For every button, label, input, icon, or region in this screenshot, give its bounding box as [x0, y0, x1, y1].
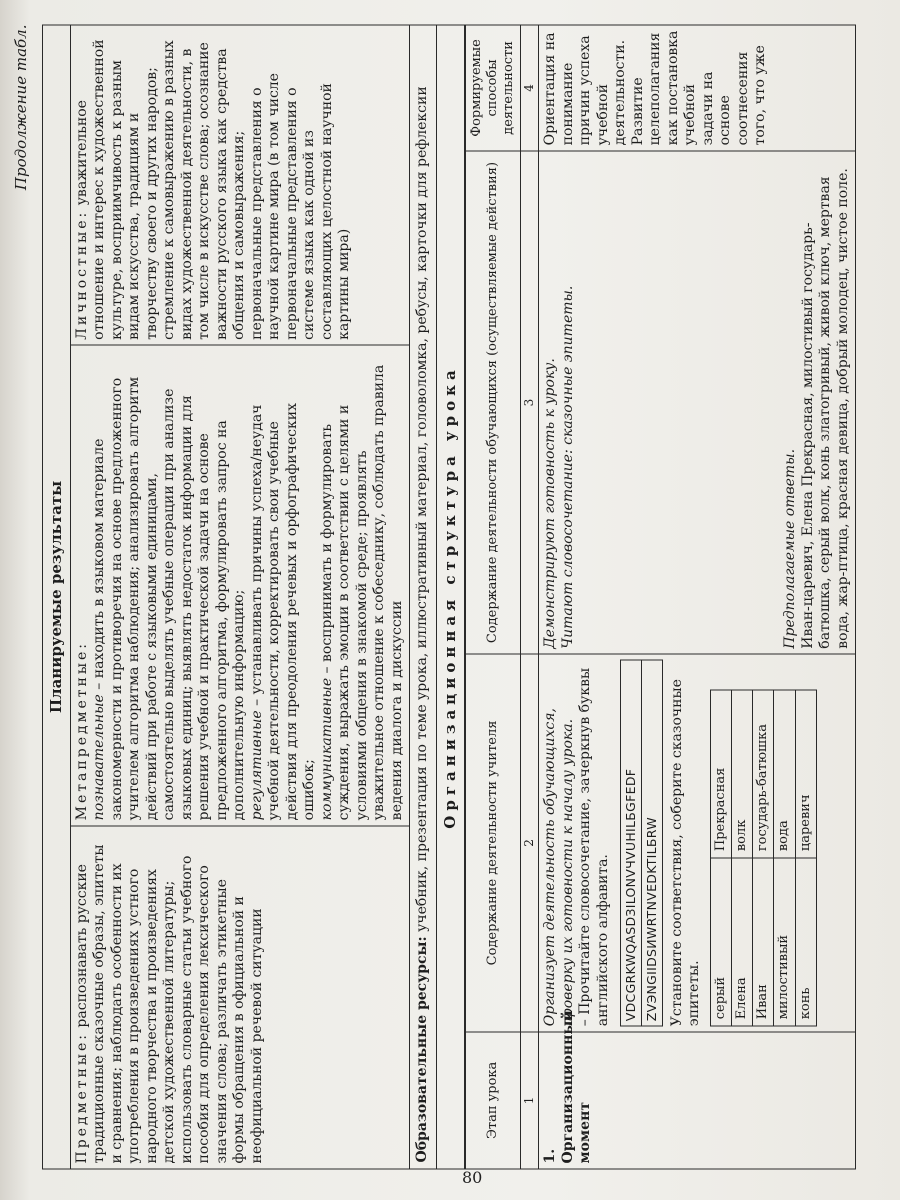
planned-results-table	[42, 25, 410, 1170]
formed-methods-cell: Ориентация на понимание причин успеха учебной деятельности. Развитие целеполагания как постановка учебной задачи на основе соотнесения того, что уже	[539, 25, 856, 151]
personal-results-label: Личностные:	[73, 209, 90, 340]
regulatory-text: – устанавливать причины успеха/неудач учебной деятельности, корректировать свои учебные действия для преодоления речевых и орфографических ошибок;	[248, 403, 318, 821]
planned-results-title: Планируемые результаты	[43, 25, 71, 1169]
expected-answers-text: Иван-царевич, Елена Прекрасная, милостивый государь-батюшка, серый волк, конь златогривый, живой ключ, мертвая вода, жар-птица, красная девица, добрый молодец, чистое поле.	[799, 168, 851, 649]
match-right: Прекрасная	[710, 690, 731, 858]
teacher-intro: Организует деятельность обучающихся, проверку их готовности к началу урока.	[542, 708, 576, 1027]
match-left: Елена	[731, 858, 752, 1026]
cognitive-label: познавательные	[91, 694, 108, 821]
column-number-row	[521, 25, 539, 1169]
stage-cell: 1. Организационный момент	[539, 1032, 856, 1169]
letter-puzzle-box	[620, 660, 662, 1027]
students-line-1: Демонстрируют готовность к уроку.	[542, 358, 559, 649]
match-left: серый	[710, 858, 731, 1026]
table-row	[539, 25, 856, 1169]
table-row	[710, 690, 731, 1026]
teacher-activity-cell	[539, 654, 856, 1032]
page-number: 80	[462, 1168, 483, 1187]
teacher-task-1: – Прочитайте словосочетание, зачеркнув буквы английского алфавита.	[577, 667, 611, 1027]
match-right: волк	[731, 690, 752, 858]
regulatory-label: регулятивные	[248, 710, 265, 821]
meta-results-label: Метапредметные:	[73, 641, 90, 821]
table-row	[795, 690, 816, 1026]
letter-puzzle-line: ZVЭNGIIDSИWRTNVEDKTILБRW	[641, 661, 662, 1026]
lesson-structure-title: Организационная структура урока	[437, 25, 465, 1170]
table-row	[774, 690, 795, 1026]
expected-answers-label: Предполагаемые ответы.	[782, 448, 799, 649]
continuation-note: Продолжение табл.	[12, 24, 30, 191]
match-left: милостивый	[774, 858, 795, 1026]
resources-text: учебник, презентация по теме урока, иллюстративный материал, головоломка, ребусы, карточки для рефлексии	[414, 86, 431, 937]
subject-results-label: Предметные:	[73, 1032, 90, 1164]
communicative-text: – воспринимать и формулировать суждения, выражать эмоции в соответствии с целями и условиями общения в знакомой среде; проявлять уважительное отношение к собеседнику, соблюдать правила ведения диалога и дискуссии	[318, 364, 405, 821]
match-left: конь	[795, 858, 816, 1026]
column-number: 1	[521, 1032, 539, 1169]
subject-results-text: распознавать русские традиционные сказочные образы, эпитеты и сравнения; наблюдать особенности их употребления в произведениях устного народного творчества и произведениях детской художественной литературы; использовать словарные статьи учебного пособия для определения лексического значения слова; различать этикетные формы обращения в официальной и неофициальной речевой ситуации	[73, 844, 265, 1164]
match-right: вода	[774, 690, 795, 858]
students-line-2: Читают словосочетание: сказочные эпитеты.	[559, 285, 576, 649]
cognitive-text: – находить в языковом материале закономерности и противоречия на основе предложенного учителем алгоритма наблюдения; анализировать алгоритм действий при работе с языковыми единицами, самостоятельно выделять учебные операции при анализе языковых единиц; выявлять недостаток информации для решения учебной и практической задачи на основе предложенного алгоритма, формулировать запрос на дополнительную информацию;	[91, 376, 248, 821]
table-row	[731, 690, 752, 1026]
header-formed: Формируемые способы деятельности	[465, 25, 521, 151]
educational-resources	[410, 25, 437, 1170]
rotated-lesson-sheet	[12, 24, 872, 1170]
header-students: Содержание деятельности обучающихся (осуществляемые действия)	[465, 151, 521, 654]
resources-label: Образовательные ресурсы:	[414, 936, 431, 1163]
subject-results-cell	[70, 826, 410, 1169]
lesson-structure-table	[465, 25, 857, 1170]
match-left: Иван	[753, 858, 774, 1026]
personal-results-text: уважительное отношение и интерес к художественной культуре, восприимчивость к разным видам искусства, традициям и творчеству своего и других народов; стремление к самовыражению в разных видах художественной деятельности, в том числе в искусстве слова; осознание важности русского языка как средства общения и самовыражения; первоначальные представления о научной картине мира (в том числе первоначальные представления о системе языка как одной из составляющих целостной научной картины мира)	[73, 39, 353, 340]
match-right: царевич	[795, 690, 816, 858]
table-row	[753, 690, 774, 1026]
meta-results-cell	[70, 345, 410, 825]
column-number: 4	[521, 25, 539, 151]
column-number: 2	[521, 654, 539, 1032]
personal-results-cell	[70, 25, 410, 345]
students-activity-cell	[539, 151, 856, 654]
header-teacher: Содержание деятельности учителя	[465, 654, 521, 1032]
structure-header-row	[465, 25, 521, 1169]
match-right: государь-батюшка	[753, 690, 774, 858]
letter-puzzle-line: VDCGRKWQASDЗILONVЧVUHILБGFEDF	[623, 768, 639, 1022]
communicative-label: коммуникативные	[318, 677, 335, 821]
column-number: 3	[521, 151, 539, 654]
teacher-task-2: Установите соответствия, соберите сказочные эпитеты.	[668, 679, 702, 1027]
header-stage: Этап урока	[465, 1032, 521, 1169]
epithet-match-table	[710, 689, 817, 1026]
